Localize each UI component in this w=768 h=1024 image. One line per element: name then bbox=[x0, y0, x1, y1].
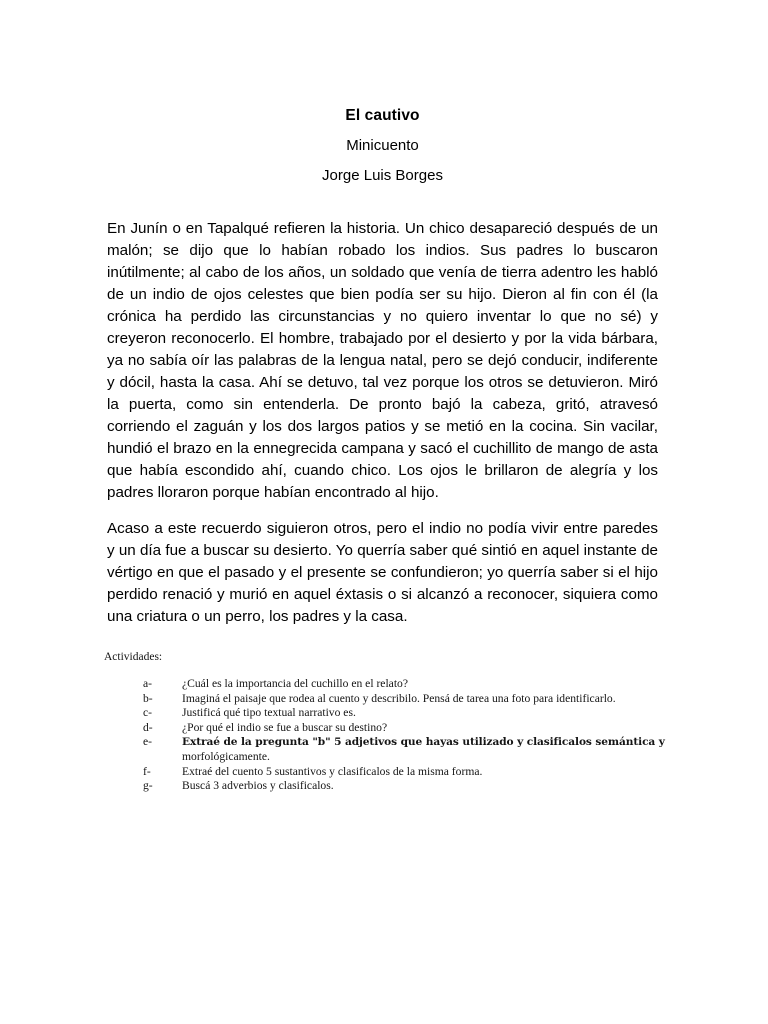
story-paragraph: En Junín o en Tapalqué refieren la historia. Un chico desapareció después de un malón; se dijo que lo habían robado los indios. Sus padres lo buscaron inútilmente; al cabo de los años, un soldado que venía de tierra adentro les habló de un indio de ojos celestes que bien podía ser su hijo. Dieron al fin con él (la crónica ha perdido las circunstancias y no quiero inventar lo que no sé) y creyeron reconocerlo. El hombre, trabajado por el desierto y por la vida bárbara, ya no sabía oír las palabras de la lengua natal, pero se dejó conducir, indiferente y dócil, hasta la casa. Ahí se detuvo, tal vez porque los otros se detuvieron. Miró la puerta, como sin entenderla. De pronto bajó la cabeza, gritó, atravesó corriendo el zaguán y los dos largos patios y se metió en la cocina. Sin vacilar, hundió el brazo en la ennegrecida campana y sacó el cuchillito de mango de asta que había escondido ahí, cuando chico. Los ojos le brillaron de alegría y los padres lloraron porque habían encontrado al hijo. bbox=[107, 220, 658, 501]
story-body bbox=[107, 218, 658, 628]
list-item-text: ¿Cuál es la importancia del cuchillo en el relato? bbox=[182, 677, 408, 690]
list-item-text: Justificá qué tipo textual narrativo es. bbox=[182, 706, 356, 720]
document-subtitle: Minicuento bbox=[346, 136, 419, 154]
list-item bbox=[104, 735, 679, 764]
list-item-text: Imaginá el paisaje que rodea al cuento y describilo. Pensá de tarea una foto para identificarlo. bbox=[182, 691, 616, 705]
list-item-marker: g- bbox=[143, 779, 153, 793]
list-item-text: ¿Por qué el indio se fue a buscar su destino? bbox=[182, 720, 388, 734]
activities-heading: Actividades: bbox=[104, 651, 163, 663]
list-item bbox=[104, 779, 679, 794]
list-item bbox=[104, 721, 679, 736]
page-title: El cautivo bbox=[345, 107, 420, 124]
list-item bbox=[104, 692, 679, 707]
list-item-text-lead: Extraé de la pregunta "b" 5 adjetivos que hayas utilizado y clasificalos semántica y bbox=[182, 736, 665, 749]
list-item-marker: e- bbox=[143, 735, 153, 749]
list-item bbox=[104, 765, 679, 780]
list-item-marker: c- bbox=[143, 706, 153, 720]
document-header bbox=[107, 108, 658, 183]
story-paragraph: Acaso a este recuerdo siguieron otros, pero el indio no podía vivir entre paredes y un día fue a buscar su desierto. Yo querría saber qué sintió en aquel instante de vértigo en que el pasado y el presente se confundieron; yo querría saber si el hijo perdido renació y murió en aquel éxtasis o si alcanzó a reconocer, siquiera como una criatura o un perro, los padres y la casa. bbox=[107, 520, 658, 625]
list-item-marker: d- bbox=[143, 720, 153, 734]
list-item-marker: b- bbox=[143, 691, 153, 705]
list-item-text: Buscá 3 adverbios y clasificalos. bbox=[182, 779, 334, 793]
list-item bbox=[104, 706, 679, 721]
activities-section bbox=[104, 650, 679, 794]
list-item bbox=[104, 677, 679, 692]
document-author: Jorge Luis Borges bbox=[322, 166, 443, 184]
list-item-marker: a- bbox=[143, 677, 153, 690]
activities-list bbox=[104, 677, 679, 794]
list-item-text-continuation: morfológicamente. bbox=[182, 749, 270, 763]
list-item-marker: f- bbox=[143, 764, 151, 778]
list-item-text bbox=[182, 735, 679, 764]
list-item-text: Extraé del cuento 5 sustantivos y clasificalos de la misma forma. bbox=[182, 764, 483, 778]
